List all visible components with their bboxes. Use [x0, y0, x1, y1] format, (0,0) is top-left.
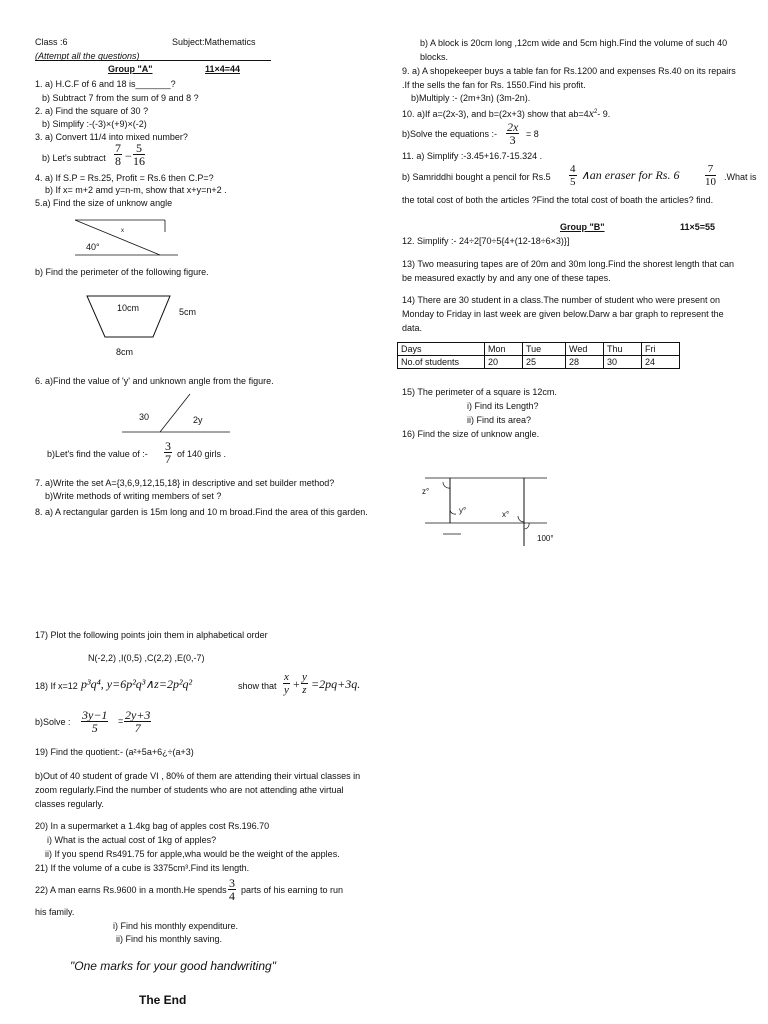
q15i: i) Find its Length? — [467, 401, 539, 411]
q22-fraction: $\frac{3}{4}$ — [229, 876, 235, 903]
q9b: b)Multiply :- (2m+3n) (3m-2n). — [411, 93, 531, 103]
q15ii: ii) Find its area? — [467, 415, 532, 425]
q11a: 11. a) Simplify :-3.45+16.7-15.324 . — [402, 151, 543, 161]
table-cell: 24 — [642, 356, 680, 369]
fig5-x-label: x — [121, 228, 124, 234]
q20: 20) In a supermarket a 1.4kg bag of apples cost Rs.196.70 — [35, 821, 270, 831]
fig16-x-label: x° — [502, 510, 510, 519]
q18-expression: p³q⁴, y=6p²q³∧z=2p²q² — [81, 677, 193, 691]
q3a: 3. a) Convert 11/4 into mixed number? — [35, 132, 188, 142]
q11b-suffix: .What is — [724, 172, 757, 182]
table-cell: Fri — [642, 343, 680, 356]
fig16-100-label: 100° — [537, 534, 554, 543]
q3b: b) Let's subtract — [42, 153, 106, 163]
q22-suffix: parts of his earning to run — [241, 885, 344, 895]
table-cell: Mon — [485, 343, 523, 356]
q1a: 1. a) H.C.F of 6 and 18 is_______? — [35, 79, 176, 89]
q6b-fraction: $\frac{3}{7}$ — [165, 439, 171, 466]
fig6-2y-label: 2y — [193, 415, 203, 425]
q18-fraction-1: $\frac{x}{y}$ — [284, 671, 289, 696]
trapezium-figure — [85, 295, 175, 340]
q2a: 2. a) Find the square of 30 ? — [35, 106, 149, 116]
q22ii: ii) Find his monthly saving. — [116, 934, 223, 944]
table-cell: Tue — [523, 343, 566, 356]
q15: 15) The perimeter of a square is 12cm. — [402, 387, 557, 397]
q5b: b) Find the perimeter of the following figure. — [35, 267, 209, 277]
q11b-line2: the total cost of both the articles ?Find the total cost of boath the articles? find. — [402, 195, 714, 205]
table-cell: Days — [398, 343, 485, 356]
table-cell: 30 — [604, 356, 642, 369]
q7b: b)Write methods of writing members of set ? — [45, 491, 222, 501]
trap-side-label: 5cm — [179, 307, 197, 317]
subject-label: Subject:Mathematics — [172, 37, 256, 47]
fig6-30-label: 30 — [139, 412, 150, 422]
table-header-row — [398, 343, 680, 356]
table-cell: 20 — [485, 356, 523, 369]
table-cell: 25 — [523, 356, 566, 369]
table-cell: No.of students — [398, 356, 485, 369]
q18: 18) If x=12 — [35, 681, 78, 691]
q18b-eq: = — [118, 716, 124, 726]
q8a: 8. a) A rectangular garden is 15m long and 10 m broad.Find the area of this garden. — [35, 507, 368, 517]
q16: 16) Find the size of unknow angle. — [402, 429, 540, 439]
q22: 22) A man earns Rs.9600 in a month.He spends — [35, 885, 227, 895]
q22-line2: his family. — [35, 907, 75, 917]
table-row — [398, 356, 680, 369]
q18-fraction-2: $\frac{y}{z}$ — [302, 671, 307, 696]
table-cell: 28 — [566, 356, 604, 369]
q18b-fraction-1: $\frac{3y-1}{5}$ — [82, 708, 108, 735]
q22i: i) Find his monthly expenditure. — [113, 921, 239, 931]
q19b: b)Out of 40 student of grade VI , 80% of them are attending their virtual classes in zoom regularly.Find the number of students who are not attending athe virtual classes regularly. — [35, 771, 361, 809]
group-a-title: Group "A" — [108, 64, 153, 74]
trap-top-label: 10cm — [117, 303, 140, 313]
q10a: 10. a)If a=(2x-3), and b=(2x+3) show that $ab=4x^2-$ 9. — [402, 106, 611, 120]
q11b-fraction-2: $\frac{7}{10}$ — [705, 163, 716, 188]
q18-rhs: =2pq+3q. — [311, 677, 361, 691]
q13: 13) Two measuring tapes are of 20m and 30m long.Find the shorest length that can be measured exactly by and any one of these tapes. — [402, 259, 735, 283]
group-a-marks: 11×4=44 — [205, 64, 241, 74]
q4a: 4. a) If S.P = Rs.25, Profit = Rs.6 then C.P=? — [35, 173, 214, 183]
q6b-suffix: of 140 girls . — [177, 449, 227, 459]
trap-bottom-label: 8cm — [116, 347, 134, 357]
q21: 21) If the volume of a cube is 3375cm³.Find its length. — [35, 863, 250, 873]
q3b-minus: − — [125, 149, 132, 163]
fig5-angle-label: 40° — [86, 242, 100, 252]
q19a: 19) Find the quotient:- (a²+5a+6¿÷(a+3) — [35, 747, 194, 757]
q11b-mid: ∧an eraser for Rs. 6 — [581, 168, 680, 182]
q10b: b)Solve the equations :- — [402, 129, 498, 139]
q10b-suffix: = 8 — [526, 129, 539, 139]
q20i: i) What is the actual cost of 1kg of apples? — [47, 835, 217, 845]
q6a: 6. a)Find the value of 'y' and unknown angle from the figure. — [35, 376, 274, 386]
q2b: b) Simplify :-(-3)×(+9)×(-2) — [42, 119, 147, 129]
q18b: b)Solve : — [35, 717, 71, 727]
q3b-fraction-2: $\frac{5}{16}$ — [133, 141, 145, 168]
q18-show: show that — [238, 681, 277, 691]
instruction: (Attempt all the questions) — [35, 51, 140, 61]
q11b: b) Samriddhi bought a pencil for Rs.5 — [402, 172, 551, 182]
q20ii: ii) If you spend Rs491.75 for apple,wha would be the weight of the apples. — [45, 849, 340, 859]
q5a: 5.a) Find the size of unknow angle — [35, 198, 173, 208]
q3b-fraction-1: $\frac{7}{8}$ — [115, 141, 121, 168]
q14: 14) There are 30 student in a class.The number of student who were present on Monday to Friday in last week are given below.Darw a bar graph to represent the data. — [402, 295, 724, 333]
q4b: b) If x= m+2 amd y=n-m, show that x+y=n+2 . — [45, 185, 227, 195]
q10b-fraction: $\frac{2x}{3}$ — [507, 120, 519, 147]
q18-plus: + — [293, 677, 300, 691]
class-label: Class :6 — [35, 37, 68, 47]
angle-figure-16 — [425, 470, 555, 550]
q7a: 7. a)Write the set A={3,6,9,12,15,18} in descriptive and set builder method? — [35, 478, 335, 488]
group-b-marks: 11×5=55 — [680, 222, 716, 232]
fig16-y-label: y° — [459, 506, 467, 515]
table-cell: Wed — [566, 343, 604, 356]
q17: 17) Plot the following points join them in alphabetical order — [35, 630, 268, 640]
q17-points: N(-2,2) ,I(0,5) ,C(2,2) ,E(0,-7) — [88, 653, 205, 663]
q8b: b) A block is 20cm long ,12cm wide and 5cm high.Find the volume of such 40 blocks. — [420, 38, 728, 62]
group-b-title: Group "B" — [560, 222, 605, 232]
q12: 12. Simplify :- 24÷2[70÷5{4+(12-18÷6×3)}] — [402, 236, 570, 246]
students-table — [397, 342, 680, 369]
q6b: b)Let's find the value of :- — [47, 449, 148, 459]
fig16-z-label: z° — [422, 487, 430, 496]
q9a: 9. a) A shopekeeper buys a table fan for Rs.1200 and expenses Rs.40 on its repairs .If the sells the fan for Rs. 1550.Find his profit. — [402, 66, 736, 90]
header-rule — [35, 60, 271, 61]
q11b-fraction-1: $\frac{4}{5}$ — [570, 163, 576, 188]
q1b: b) Subtract 7 from the sum of 9 and 8 ? — [42, 93, 199, 103]
q18b-fraction-2: $\frac{2y+3}{7}$ — [125, 708, 151, 735]
handwriting-note: "One marks for your good handwriting" — [70, 959, 276, 973]
table-cell: Thu — [604, 343, 642, 356]
the-end: The End — [139, 993, 187, 1007]
